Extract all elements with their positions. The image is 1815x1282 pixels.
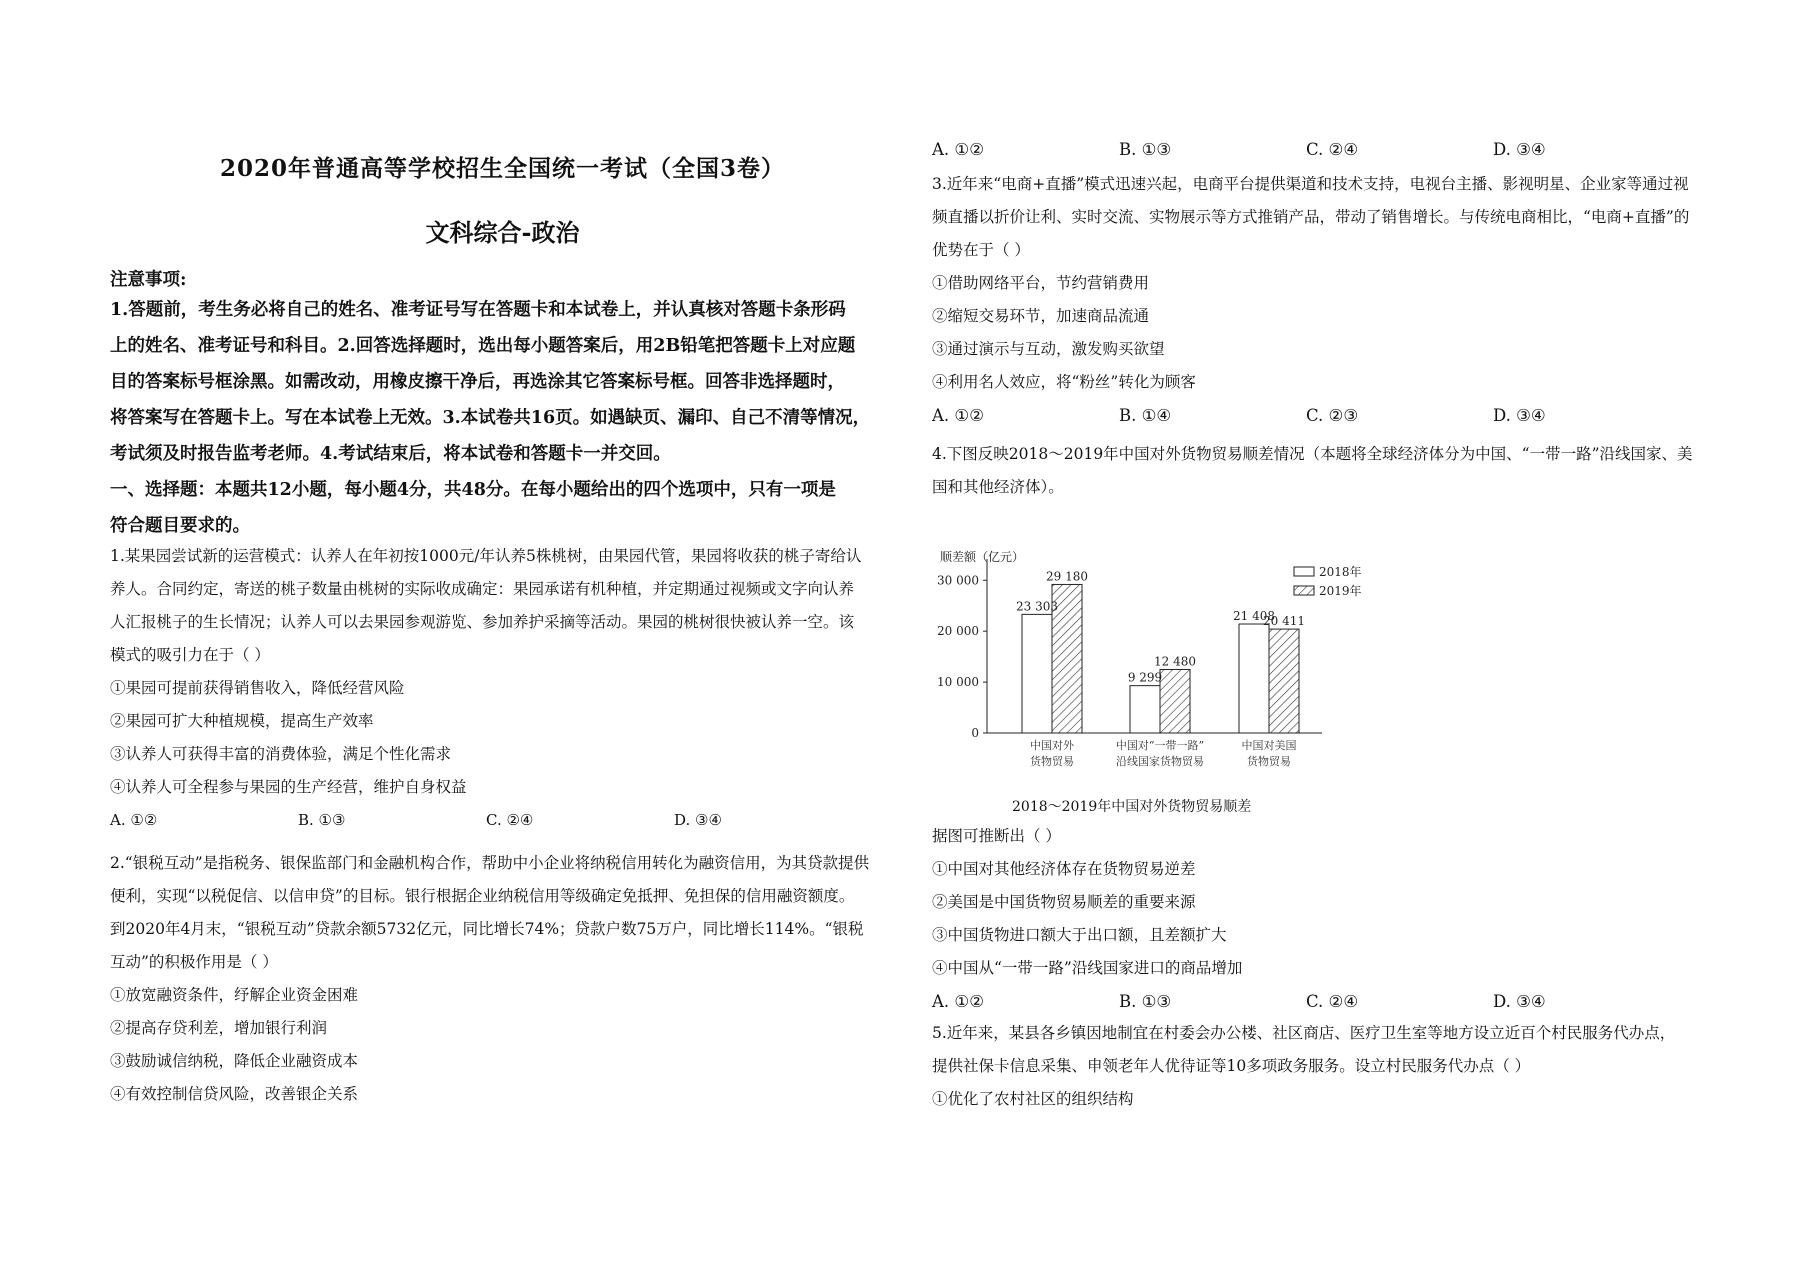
choice-b: B. ①③ [1119,992,1172,1011]
page-title: 2020年普通高等学校招生全国统一考试（全国3卷） [219,155,786,182]
choice-d: D. ③④ [1493,140,1546,159]
question-4 [932,438,1722,504]
question-1 [110,540,895,837]
option-line: ①果园可提前获得销售收入，降低经营风险 [110,679,405,697]
option-line: ①放宽融资条件，纾解企业资金困难 [110,986,359,1004]
question-line: 人汇报桃子的生长情况；认养人可以去果园参观游览、参加养护采摘等活动。果园的桃树很快被认养一空。该 [110,613,855,631]
option-line: ②缩短交易环节，加速商品流通 [932,307,1150,325]
y-tick-label: 30 000 [937,573,979,588]
choice-d: D. ③④ [674,811,722,829]
section-heading [110,472,895,544]
y-tick-label: 0 [971,726,979,740]
bar-2018 [1130,686,1160,733]
data-label-2018: 9 299 [1127,670,1163,685]
question-line: 养人。合同约定，寄送的桃子数量由桃树的实际收成确定：果园承诺有机种植，并定期通过视频或文字向认养 [110,580,855,598]
notice-line: 1.答题前，考生务必将自己的姓名、准考证号写在答题卡和本试卷上，并认真核对答题卡条形码 [110,300,846,320]
category-label: 货物贸易 [1030,755,1074,768]
question-line: 到2020年4月末，“银税互动”贷款余额5732亿元，同比增长74%；贷款户数75万户，同比增长114%。“银税 [110,920,864,938]
question-3 [932,168,1722,432]
bar-2018 [1022,614,1052,733]
choice-c: C. ②③ [1306,406,1359,425]
page-subtitle: 文科综合-政治 [425,218,580,247]
option-line: ②提高存贷利差，增加银行利润 [110,1019,328,1037]
option-line: ④认养人可全程参与果园的生产经营，维护自身权益 [110,778,467,796]
choice-b: B. ①④ [1119,406,1172,425]
choice-c: C. ②④ [486,811,534,829]
trade-surplus-chart [932,545,1372,785]
bar-2019 [1160,669,1190,733]
question-line: 提供社保卡信息采集、申领老年人优待证等10多项政务服务。设立村民服务代办点（ ） [932,1057,1531,1075]
question-line: 2.“银税互动”是指税务、银保监部门和金融机构合作，帮助中小企业将纳税信用转化为融资信用，为其贷款提供 [110,854,870,872]
option-line: ③鼓励诚信纳税，降低企业融资成本 [110,1052,359,1070]
option-line: ③通过演示与互动，激发购买欲望 [932,340,1165,358]
data-label-2019: 20 411 [1263,614,1305,629]
answer-choices [932,399,1722,432]
question-line: 4.下图反映2018～2019年中国对外货物贸易顺差情况（本题将全球经济体分为中国、“一带一路”沿线国家、美 [932,445,1693,463]
option-line: ③中国货物进口额大于出口额，且差额扩大 [932,926,1227,944]
notice-line: 目的答案标号框涂黑。如需改动，用橡皮擦干净后，再选涂其它答案标号框。回答非选择题时， [110,372,845,392]
question-4-options [932,820,1722,1018]
category-label: 中国对“一带一路” [1115,739,1205,752]
answer-choices [932,140,1722,159]
category-label: 沿线国家货物贸易 [1116,755,1204,768]
choice-c: C. ②④ [1306,140,1359,159]
choice-a: A. ①② [932,992,984,1011]
question-5 [932,1017,1722,1116]
category-label: 中国对外 [1030,739,1074,752]
legend-label-2018: 2018年 [1319,565,1362,579]
option-line: ①优化了农村社区的组织结构 [932,1090,1134,1108]
choice-a: A. ①② [932,140,984,159]
data-label-2018: 23 303 [1016,599,1058,614]
notice-line: 考试须及时报告监考老师。4.考试结束后，将本试卷和答题卡一并交回。 [110,444,671,464]
legend-label-2019: 2019年 [1319,584,1362,598]
notice-line: 上的姓名、准考证号和科目。2.回答选择题时，选出每小题答案后，用2B铅笔把答题卡上对应题 [110,336,856,356]
chart-caption: 2018～2019年中国对外货物贸易顺差 [1012,799,1252,815]
y-tick-label: 20 000 [937,624,979,639]
option-line: ③认养人可获得丰富的消费体验，满足个性化需求 [110,745,452,763]
question-line: 3.近年来“电商+直播”模式迅速兴起，电商平台提供渠道和技术支持，电视台主播、影视明星、企业家等通过视 [932,175,1689,193]
legend-swatch-2019 [1294,586,1314,595]
choice-b: B. ①③ [1119,140,1172,159]
data-label-2019: 29 180 [1046,569,1088,584]
notice-heading: 注意事项: [110,270,187,290]
choice-a: A. ①② [110,811,158,829]
category-label: 中国对美国 [1241,739,1297,752]
option-line: ④中国从“一带一路”沿线国家进口的商品增加 [932,959,1243,977]
question-2 [110,847,895,1111]
question-line: 模式的吸引力在于（ ） [110,646,270,664]
y-tick-label: 10 000 [937,675,979,690]
data-label-2019: 12 480 [1154,654,1196,669]
option-line: ①中国对其他经济体存在货物贸易逆差 [932,860,1196,878]
choice-d: D. ③④ [1493,992,1546,1011]
option-line: ④利用名人效应，将“粉丝”转化为顾客 [932,373,1196,391]
bar-2019 [1269,629,1299,733]
section-line: 一、选择题：本题共12小题，每小题4分，共48分。在每小题给出的四个选项中，只有一项是 [110,480,836,500]
bar-2018 [1239,624,1269,733]
answer-choices [932,985,1722,1018]
question-line: 5.近年来，某县各乡镇因地制宜在村委会办公楼、社区商店、医疗卫生室等地方设立近百个村民服务代办点， [932,1024,1676,1042]
section-line: 符合题目要求的。 [110,516,250,536]
notice-line: 将答案写在答题卡上。写在本试卷上无效。3.本试卷共16页。如遇缺页、漏印、自己不清等情况， [110,408,871,428]
category-label: 货物贸易 [1247,755,1291,768]
notice-text [110,292,895,472]
question-line: 1.某果园尝试新的运营模式：认养人在年初按1000元/年认养5株桃树，由果园代管，果园将收获的桃子寄给认 [110,547,862,565]
question-line: 便利，实现“以税促信、以信申贷”的目标。银行根据企业纳税信用等级确定免抵押、免担保的信用融资额度。 [110,887,855,905]
bar-chart-svg [932,545,1372,785]
choice-c: C. ②④ [1306,992,1359,1011]
question-line: 频直播以折价让利、实时交流、实物展示等方式推销产品，带动了销售增长。与传统电商相比，“电商+直播”的 [932,208,1690,226]
choice-d: D. ③④ [1493,406,1546,425]
option-line: ①借助网络平台，节约营销费用 [932,274,1150,292]
choice-a: A. ①② [932,406,984,425]
data-label-2018: 21 408 [1233,609,1275,624]
choice-b: B. ①③ [298,811,346,829]
question-line: 优势在于（ ） [932,241,1030,259]
option-line: ④有效控制信贷风险，改善银企关系 [110,1085,359,1103]
question-line: 国和其他经济体）。 [932,478,1064,496]
question-line: 互动”的积极作用是（ ） [110,953,278,971]
answer-choices [110,804,895,837]
option-line: ②美国是中国货物贸易顺差的重要来源 [932,893,1196,911]
question-prompt: 据图可推断出（ ） [932,827,1061,845]
legend-swatch-2018 [1294,567,1314,576]
y-axis-label: 顺差额（亿元） [940,550,1025,564]
option-line: ②果园可扩大种植规模，提高生产效率 [110,712,374,730]
